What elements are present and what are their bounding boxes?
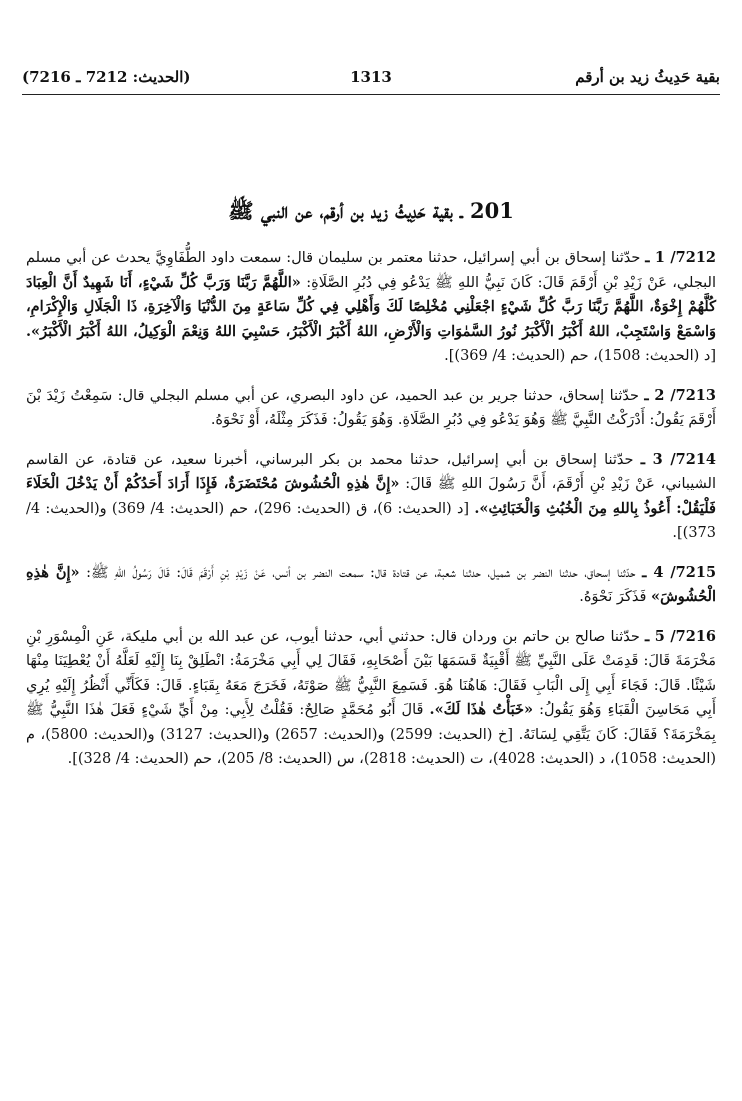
hadith-chain: حدّثنا إسحاق بن أبي إسرائيل، حدثنا محمد بن بكر البرساني، أخبرنا سعيد، عن قتادة، عن القاسم الشيباني، عَنْ زَيْدِ بْنِ أَرْقَمَ، أَنَّ رَسُولَ اللهِ ﷺ قَالَ: bbox=[26, 451, 717, 492]
running-header bbox=[22, 68, 720, 90]
hadith-7214 bbox=[26, 448, 716, 546]
hadith-number: 7215/ 4 ـ bbox=[642, 563, 717, 581]
hadith-citation: فَذَكَرَ نَحْوَهُ. bbox=[579, 589, 647, 605]
hadith-text: «إِنَّ هٰذِهِ الْحُشُوشَ مُحْتَضَرَةٌ، فَإِذَا أَرَادَ أَحَدُكُمْ أَنْ يَدْخُلَ الْخَلَاءَ فَلْيَقُلْ: أَعُوذُ بِاللهِ مِنَ الْخُبُثِ وَالْخَبَائِثِ». bbox=[26, 475, 716, 517]
hadith-citation: [د (الحديث: 6)، ق (الحديث: 296)، حم (الحديث: 4/ 369) و(الحديث: 4/ 373)]. bbox=[26, 500, 716, 541]
hadith-number: 7216/ 5 ـ bbox=[644, 627, 717, 645]
header-hadith-range: (الحديث: 7212 ـ 7216) bbox=[22, 68, 191, 86]
page-number: 1313 bbox=[350, 68, 392, 86]
hadith-7216 bbox=[26, 625, 716, 772]
header-rule bbox=[22, 94, 720, 95]
hadith-chain: حدّثنا إسحاق، حدثنا النضر بن شميل، حدثنا شعبة، عن قتادة قال: سمعت النضر بن أنس، عَنْ زَيْدِ بْنِ أَرْقَمَ قَالَ: قَالَ رَسُولُ اللهِ ﷺ: bbox=[86, 564, 636, 581]
hadith-7212 bbox=[26, 246, 716, 369]
hadith-number: 7213/ 2 ـ bbox=[644, 386, 716, 404]
hadith-chain: حدّثنا إسحاق، حدثنا جرير بن عبد الحميد، عن داود البصري، عن أبي مسلم البجلي قال: سَمِعْتُ زَيْدَ بْنَ أَرْقَمَ يَقُولُ: أَدْرَكْتُ النَّبِيَّ ﷺ وَهُوَ يَدْعُو فِي دُبُرِ الصَّلَاةِ. وَهُوَ يَقُولُ: فَذَكَرَ مِثْلَهُ، أَوْ نَحْوَهُ. bbox=[26, 387, 716, 428]
hadith-text: «خَبَأْتُ هٰذَا لَكَ». bbox=[429, 701, 534, 718]
hadith-number: 7214/ 3 ـ bbox=[640, 450, 717, 468]
hadith-text: «إِنَّ هٰذِهِ الْحُشُوشَ» bbox=[26, 563, 716, 605]
hadith-chain: حدّثنا إسحاق بن أبي إسرائيل، حدثنا معتمر بن سليمان قال: سمعت داود الطُّفَاوِيَّ يحدث عن أبي مسلم البجلي، عَنْ زَيْدِ بْنِ أَرْقَمَ قَالَ: كَانَ نَبِيُّ اللهِ ﷺ يَدْعُو فِي دُبُرِ الصَّلَاةِ: bbox=[26, 250, 716, 291]
hadith-citation: قَالَ أَبُو مُحَمَّدٍ صَالِحٌ: فَقُلْتُ لِأَبِي: مِنْ أَيِّ شَيْءٍ فَعَلَ هٰذَا النَّبِيُّ ﷺ بِمَخْرَمَةَ؟ فَقَالَ: كَانَ يَتَّقِي لِسَانَهُ. [خ (الحديث: 2599) و(الحديث: 2657) و(الحديث: 3127) و(الحديث: 5800)، م (الحديث: 1058)، د (الحديث: 4028)، ت (الحديث: 2818)، س (الحديث: 8/ 205)، حم (الحديث: 4/ 328)]. bbox=[26, 702, 716, 767]
chapter-title: 201 ـ بقية حَدِيثُ زيد بن أرقم، عن النبي ﷺ bbox=[228, 198, 514, 223]
hadith-text: «اللَّهُمَّ رَبَّنَا وَرَبَّ كُلِّ شَيْءٍ، أَنَا شَهِيدٌ أَنَّ الْعِبَادَ كُلَّهُمْ إِخْوَةٌ، اللَّهُمَّ رَبَّنَا رَبَّ كُلِّ شَيْءٍ اجْعَلْنِي مُخْلِصًا لَكَ وَأَهْلِي فِي كُلِّ سَاعَةٍ مِنَ الدُّنْيَا وَالْآخِرَةِ، ذَا الْجَلَالِ وَالْإِكْرَامِ، وَاسْمَعْ وَاسْتَجِبْ، اللهُ أَكْبَرُ الْأَكْبَرُ نُورُ السَّمٰوَاتِ وَالْأَرْضِ، اللهُ أَكْبَرُ الْأَكْبَرُ، حَسْبِيَ اللهُ وَنِعْمَ الْوَكِيلُ، اللهُ أَكْبَرُ الْأَكْبَرُ». bbox=[26, 273, 716, 340]
hadith-7213 bbox=[26, 384, 716, 433]
hadith-list bbox=[26, 246, 716, 787]
hadith-7215 bbox=[26, 561, 716, 610]
header-section-title: بقية حَدِيثُ زيد بن أرقم bbox=[575, 68, 720, 86]
hadith-citation: [د (الحديث: 1508)، حم (الحديث: 4/ 369)]. bbox=[444, 348, 716, 364]
hadith-number: 7212/ 1 ـ bbox=[645, 249, 716, 266]
hadith-chain: حدّثنا صالح بن حاتم بن وردان قال: حدثني أبي، حدثنا أيوب، عن عبد الله بن أبي مليكة، عَنِ الْمِسْوَرِ بْنِ مَخْرَمَةَ قَالَ: قَدِمَتْ عَلَى النَّبِيِّ ﷺ أَقْبِيَةٌ قَسَمَهَا بَيْنَ أَصْحَابِهِ، فَقَالَ لِي أَبِي مَخْرَمَةُ: انْطَلِقْ بِنَا إِلَيْهِ لَعَلَّهُ أَنْ يُعْطِيَنَا مِنْهَا شَيْئًا. قَالَ: فَجَاءَ أَبِي إِلَى الْبَابِ فَقَالَ: هَاهُنَا هُوَ. فَسَمِعَ النَّبِيُّ ﷺ صَوْتَهُ، فَخَرَجَ مَعَهُ بِقَبَاءٍ. قَالَ: فَكَأَنِّي أَنْظُرُ إِلَيْهِ يُرِي أَبِي مَحَاسِنَ الْقَبَاءِ وَهُوَ يَقُولُ: bbox=[26, 628, 717, 718]
